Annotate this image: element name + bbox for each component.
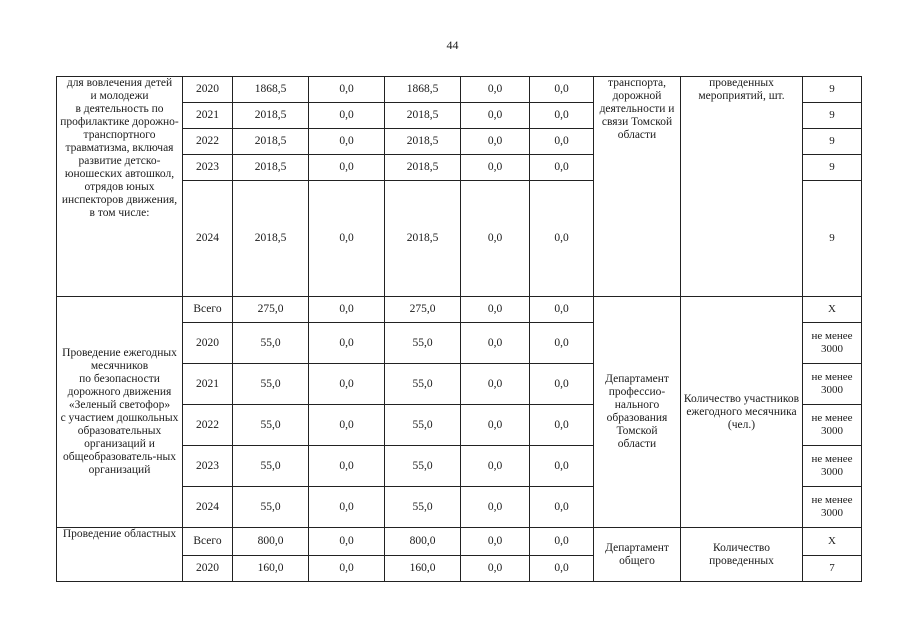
year-cell: 2022 — [183, 129, 233, 155]
amount-reg-cell: 2018,5 — [385, 181, 461, 297]
amount-total-cell: 2018,5 — [233, 155, 309, 181]
amount-loc-cell: 0,0 — [461, 323, 530, 364]
amount-other-cell: 0,0 — [530, 297, 594, 323]
amount-reg-cell: 55,0 — [385, 323, 461, 364]
amount-loc-cell: 0,0 — [461, 446, 530, 487]
amount-reg-cell: 55,0 — [385, 364, 461, 405]
amount-reg-cell: 275,0 — [385, 297, 461, 323]
amount-other-cell: 0,0 — [530, 181, 594, 297]
target-value-cell: 9 — [803, 77, 862, 103]
amount-fed-cell: 0,0 — [309, 181, 385, 297]
target-value-cell: 9 — [803, 129, 862, 155]
target-value-cell: Х — [803, 297, 862, 323]
amount-reg-cell: 55,0 — [385, 446, 461, 487]
table-row — [57, 77, 862, 103]
amount-total-cell: 2018,5 — [233, 181, 309, 297]
target-value-cell: не менее 3000 — [803, 446, 862, 487]
amount-total-cell: 2018,5 — [233, 129, 309, 155]
executor-cell: Департамент общего — [594, 528, 681, 582]
amount-reg-cell: 55,0 — [385, 405, 461, 446]
amount-total-cell: 275,0 — [233, 297, 309, 323]
amount-reg-cell: 800,0 — [385, 528, 461, 556]
year-cell: 2022 — [183, 405, 233, 446]
amount-loc-cell: 0,0 — [461, 103, 530, 129]
table-row — [57, 297, 862, 323]
amount-fed-cell: 0,0 — [309, 364, 385, 405]
amount-total-cell: 55,0 — [233, 446, 309, 487]
year-cell: 2020 — [183, 556, 233, 582]
amount-other-cell: 0,0 — [530, 556, 594, 582]
amount-fed-cell: 0,0 — [309, 155, 385, 181]
amount-total-cell: 2018,5 — [233, 103, 309, 129]
indicator-cell: Количество участников ежегодного месячника (чел.) — [681, 297, 803, 528]
amount-total-cell: 55,0 — [233, 405, 309, 446]
year-cell: 2024 — [183, 181, 233, 297]
amount-other-cell: 0,0 — [530, 103, 594, 129]
amount-total-cell: 55,0 — [233, 487, 309, 528]
year-cell: 2024 — [183, 487, 233, 528]
target-value-cell: не менее 3000 — [803, 487, 862, 528]
amount-loc-cell: 0,0 — [461, 297, 530, 323]
target-value-cell: 9 — [803, 103, 862, 129]
executor-cell: транспорта, дорожной деятельности и связи Томской области — [594, 77, 681, 297]
year-cell: 2023 — [183, 155, 233, 181]
amount-fed-cell: 0,0 — [309, 129, 385, 155]
amount-other-cell: 0,0 — [530, 155, 594, 181]
amount-loc-cell: 0,0 — [461, 487, 530, 528]
amount-total-cell: 55,0 — [233, 323, 309, 364]
amount-other-cell: 0,0 — [530, 129, 594, 155]
amount-reg-cell: 2018,5 — [385, 103, 461, 129]
activity-description: Проведение ежегодных месячников по безопасности дорожного движения «Зеленый светофор» с участием дошкольных образовательных организаций и общеобразователь-ных организаций — [57, 297, 183, 528]
amount-total-cell: 55,0 — [233, 364, 309, 405]
amount-total-cell: 1868,5 — [233, 77, 309, 103]
target-value-cell: не менее 3000 — [803, 405, 862, 446]
amount-fed-cell: 0,0 — [309, 103, 385, 129]
indicator-cell: проведенных мероприятий, шт. — [681, 77, 803, 297]
amount-other-cell: 0,0 — [530, 446, 594, 487]
amount-reg-cell: 1868,5 — [385, 77, 461, 103]
amount-reg-cell: 55,0 — [385, 487, 461, 528]
amount-loc-cell: 0,0 — [461, 129, 530, 155]
activity-description: Проведение областных — [57, 528, 183, 582]
amount-fed-cell: 0,0 — [309, 528, 385, 556]
table-row — [57, 528, 862, 556]
page-number: 44 — [446, 38, 459, 52]
amount-loc-cell: 0,0 — [461, 155, 530, 181]
amount-loc-cell: 0,0 — [461, 405, 530, 446]
amount-fed-cell: 0,0 — [309, 487, 385, 528]
amount-other-cell: 0,0 — [530, 528, 594, 556]
amount-loc-cell: 0,0 — [461, 77, 530, 103]
amount-other-cell: 0,0 — [530, 487, 594, 528]
amount-other-cell: 0,0 — [530, 405, 594, 446]
indicator-cell: Количество проведенных — [681, 528, 803, 582]
amount-fed-cell: 0,0 — [309, 77, 385, 103]
amount-fed-cell: 0,0 — [309, 446, 385, 487]
amount-fed-cell: 0,0 — [309, 556, 385, 582]
amount-fed-cell: 0,0 — [309, 405, 385, 446]
amount-reg-cell: 160,0 — [385, 556, 461, 582]
amount-other-cell: 0,0 — [530, 323, 594, 364]
executor-cell: Департамент профессио-нального образования Томской области — [594, 297, 681, 528]
year-cell: 2021 — [183, 103, 233, 129]
target-value-cell: 9 — [803, 155, 862, 181]
target-value-cell: не менее 3000 — [803, 364, 862, 405]
amount-loc-cell: 0,0 — [461, 556, 530, 582]
program-budget-table — [56, 76, 862, 582]
year-cell: Всего — [183, 528, 233, 556]
amount-reg-cell: 2018,5 — [385, 155, 461, 181]
target-value-cell: Х — [803, 528, 862, 556]
year-cell: Всего — [183, 297, 233, 323]
amount-total-cell: 800,0 — [233, 528, 309, 556]
activity-description: для вовлечения детей и молодежи в деятельность по профилактике дорожно-транспортного травматизма, включая развитие детско-юношеских автошкол, отрядов юных инспекторов движения, в том числе: — [57, 77, 183, 297]
amount-total-cell: 160,0 — [233, 556, 309, 582]
amount-fed-cell: 0,0 — [309, 323, 385, 364]
amount-other-cell: 0,0 — [530, 77, 594, 103]
amount-loc-cell: 0,0 — [461, 364, 530, 405]
amount-reg-cell: 2018,5 — [385, 129, 461, 155]
target-value-cell: 7 — [803, 556, 862, 582]
year-cell: 2020 — [183, 77, 233, 103]
target-value-cell: не менее 3000 — [803, 323, 862, 364]
amount-loc-cell: 0,0 — [461, 528, 530, 556]
amount-loc-cell: 0,0 — [461, 181, 530, 297]
amount-fed-cell: 0,0 — [309, 297, 385, 323]
year-cell: 2020 — [183, 323, 233, 364]
year-cell: 2023 — [183, 446, 233, 487]
amount-other-cell: 0,0 — [530, 364, 594, 405]
year-cell: 2021 — [183, 364, 233, 405]
target-value-cell: 9 — [803, 181, 862, 297]
